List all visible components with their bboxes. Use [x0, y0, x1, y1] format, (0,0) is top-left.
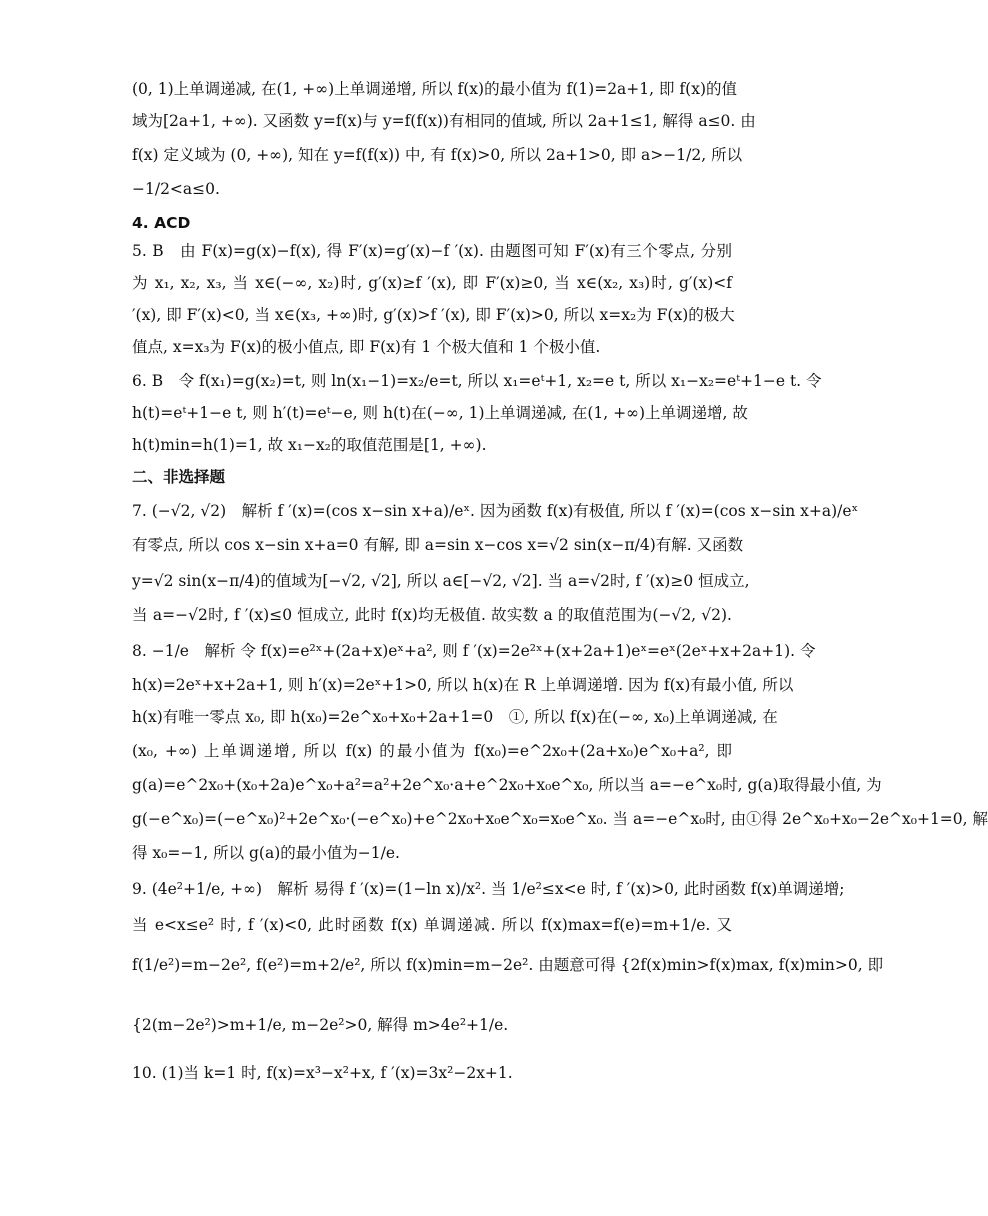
text-line-4: −1/2<a≤0.	[132, 180, 220, 198]
answer-5-line-3: ′(x), 即 F′(x)<0, 当 x∈(x₃, +∞)时, g′(x)>f ′(x), 即 F′(x)>0, 所以 x=x₂为 F(x)的极大	[132, 306, 735, 324]
answer-9-line-2: 当 e<x≤e² 时, f ′(x)<0, 此时函数 f(x) 单调递减. 所以 f(x)max=f(e)=m+1/e. 又	[132, 916, 732, 934]
answer-7-line-4: 当 a=−√2时, f ′(x)≤0 恒成立, 此时 f(x)均无极值. 故实数 a 的取值范围为(−√2, √2).	[132, 606, 732, 624]
answer-8-line-4: (x₀, +∞) 上单调递增, 所以 f(x) 的最小值为 f(x₀)=e^2x₀+(2a+x₀)e^x₀+a², 即	[132, 742, 732, 760]
answer-8-line-7: 得 x₀=−1, 所以 g(a)的最小值为−1/e.	[132, 844, 400, 862]
answer-6-line-1: 6. B 令 f(x₁)=g(x₂)=t, 则 ln(x₁−1)=x₂/e=t, 所以 x₁=eᵗ+1, x₂=e t, 所以 x₁−x₂=eᵗ+1−e t. 令	[132, 372, 822, 390]
answer-5-line-1: 5. B 由 F(x)=g(x)−f(x), 得 F′(x)=g′(x)−f ′(x). 由题图可知 F′(x)有三个零点, 分别	[132, 242, 732, 260]
answer-8-line-1: 8. −1/e 解析 令 f(x)=e²ˣ+(2a+x)eˣ+a², 则 f ′(x)=2e²ˣ+(x+2a+1)eˣ=eˣ(2eˣ+x+2a+1). 令	[132, 642, 816, 660]
text-line-1: (0, 1)上单调递减, 在(1, +∞)上单调递增, 所以 f(x)的最小值为 f(1)=2a+1, 即 f(x)的值	[132, 80, 738, 98]
answer-8-line-3: h(x)有唯一零点 x₀, 即 h(x₀)=2e^x₀+x₀+2a+1=0 ①, 所以 f(x)在(−∞, x₀)上单调递减, 在	[132, 708, 778, 726]
answer-9-line-1: 9. (4e²+1/e, +∞) 解析 易得 f ′(x)=(1−ln x)/x². 当 1/e²≤x<e 时, f ′(x)>0, 此时函数 f(x)单调递增;	[132, 880, 845, 898]
section-heading: 二、非选择题	[132, 468, 226, 486]
answer-9-line-4: {2(m−2e²)>m+1/e, m−2e²>0, 解得 m>4e²+1/e.	[132, 1016, 509, 1034]
answer-10-line-1: 10. (1)当 k=1 时, f(x)=x³−x²+x, f ′(x)=3x²−2x+1.	[132, 1064, 513, 1082]
answer-7-line-3: y=√2 sin(x−π/4)的值域为[−√2, √2], 所以 a∈[−√2, √2]. 当 a=√2时, f ′(x)≥0 恒成立,	[132, 572, 750, 590]
answer-8-line-2: h(x)=2eˣ+x+2a+1, 则 h′(x)=2eˣ+1>0, 所以 h(x)在 R 上单调递增. 因为 f(x)有最小值, 所以	[132, 676, 794, 694]
answer-9-line-3: f(1/e²)=m−2e², f(e²)=m+2/e², 所以 f(x)min=m−2e². 由题意可得 {2f(x)min>f(x)max, f(x)min>0, 即	[132, 956, 884, 974]
text-line-3: f(x) 定义域为 (0, +∞), 知在 y=f(f(x)) 中, 有 f(x)>0, 所以 2a+1>0, 即 a>−1/2, 所以	[132, 146, 743, 164]
text-line-2: 域为[2a+1, +∞). 又函数 y=f(x)与 y=f(f(x))有相同的值域, 所以 2a+1≤1, 解得 a≤0. 由	[132, 112, 756, 130]
answer-7-line-2: 有零点, 所以 cos x−sin x+a=0 有解, 即 a=sin x−cos x=√2 sin(x−π/4)有解. 又函数	[132, 536, 744, 554]
answer-8-line-5: g(a)=e^2x₀+(x₀+2a)e^x₀+a²=a²+2e^x₀·a+e^2x₀+x₀e^x₀, 所以当 a=−e^x₀时, g(a)取得最小值, 为	[132, 776, 882, 794]
answer-7-line-1: 7. (−√2, √2) 解析 f ′(x)=(cos x−sin x+a)/eˣ. 因为函数 f(x)有极值, 所以 f ′(x)=(cos x−sin x+a)/eˣ	[132, 502, 859, 520]
answer-4: 4. ACD	[132, 214, 191, 232]
answer-5-line-4: 值点, x=x₃为 F(x)的极小值点, 即 F(x)有 1 个极大值和 1 个极小值.	[132, 338, 601, 356]
answer-5-line-2: 为 x₁, x₂, x₃, 当 x∈(−∞, x₂)时, g′(x)≥f ′(x), 即 F′(x)≥0, 当 x∈(x₂, x₃)时, g′(x)<f	[132, 274, 732, 292]
answer-6-line-2: h(t)=eᵗ+1−e t, 则 h′(t)=eᵗ−e, 则 h(t)在(−∞, 1)上单调递减, 在(1, +∞)上单调递增, 故	[132, 404, 748, 422]
answer-6-line-3: h(t)min=h(1)=1, 故 x₁−x₂的取值范围是[1, +∞).	[132, 436, 487, 454]
answer-8-line-6: g(−e^x₀)=(−e^x₀)²+2e^x₀·(−e^x₀)+e^2x₀+x₀e^x₀=x₀e^x₀. 当 a=−e^x₀时, 由①得 2e^x₀+x₀−2e^x₀+1=0, 解	[132, 810, 988, 828]
